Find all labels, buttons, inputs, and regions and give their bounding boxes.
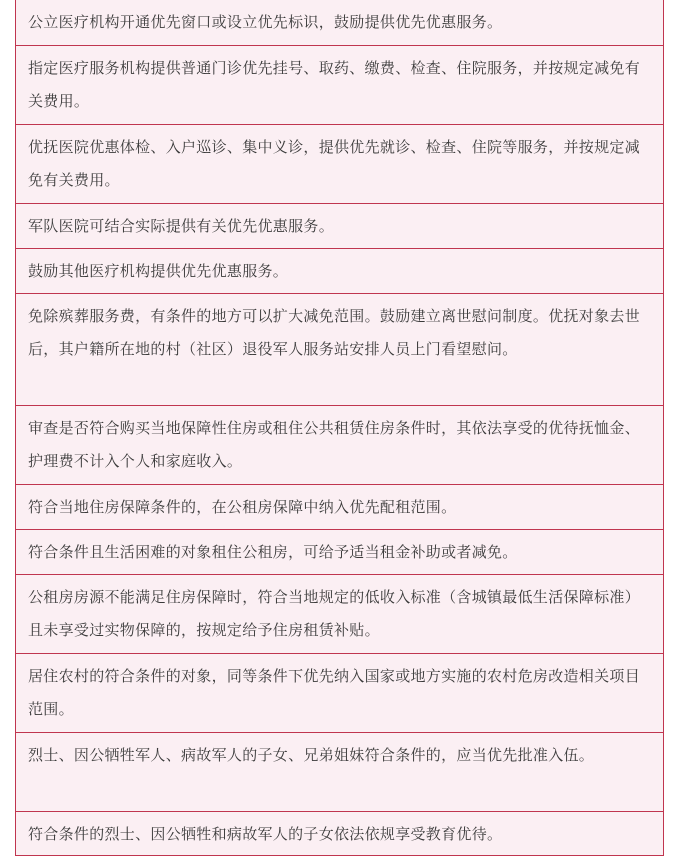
table-row <box>16 294 663 406</box>
table-row <box>16 812 663 856</box>
row-text: 优抚医院优惠体检、入户巡诊、集中义诊，提供优先就诊、检查、住院等服务，并按规定减免有关费用。 <box>28 138 641 189</box>
row-text: 免除殡葬服务费，有条件的地方可以扩大减免范围。鼓励建立离世慰问制度。优抚对象去世后，其户籍所在地的村（社区）退役军人服务站安排人员上门看望慰问。 <box>28 307 641 358</box>
row-text: 审查是否符合购买当地保障性住房或租住公共租赁住房条件时，其依法享受的优待抚恤金、护理费不计入个人和家庭收入。 <box>28 419 641 470</box>
table-row <box>16 733 663 812</box>
table-row <box>16 485 663 530</box>
row-text: 符合条件且生活困难的对象租住公租房，可给予适当租金补助或者减免。 <box>28 543 518 561</box>
row-text: 公立医疗机构开通优先窗口或设立优先标识，鼓励提供优先优惠服务。 <box>28 13 503 31</box>
row-text: 烈士、因公牺牲军人、病故军人的子女、兄弟姐妹符合条件的，应当优先批准入伍。 <box>28 746 595 764</box>
policy-table <box>15 0 664 856</box>
table-row <box>16 204 663 249</box>
table-row <box>16 530 663 575</box>
table-row <box>16 0 663 46</box>
table-row <box>16 654 663 733</box>
row-text: 符合条件的烈士、因公牺牲和病故军人的子女依法依规享受教育优待。 <box>28 825 503 843</box>
row-text: 鼓励其他医疗机构提供优先优惠服务。 <box>28 262 289 280</box>
row-text: 指定医疗服务机构提供普通门诊优先挂号、取药、缴费、检查、住院服务，并按规定减免有关费用。 <box>28 59 641 110</box>
table-row <box>16 46 663 125</box>
row-text: 符合当地住房保障条件的，在公租房保障中纳入优先配租范围。 <box>28 498 457 516</box>
row-text: 军队医院可结合实际提供有关优先优惠服务。 <box>28 217 335 235</box>
table-row <box>16 249 663 294</box>
table-row <box>16 575 663 654</box>
table-row <box>16 125 663 204</box>
table-row <box>16 406 663 485</box>
row-text: 公租房房源不能满足住房保障时，符合当地规定的低收入标准（含城镇最低生活保障标准）且未享受过实物保障的，按规定给予住房租赁补贴。 <box>28 588 641 639</box>
row-text: 居住农村的符合条件的对象，同等条件下优先纳入国家或地方实施的农村危房改造相关项目范围。 <box>28 667 641 718</box>
